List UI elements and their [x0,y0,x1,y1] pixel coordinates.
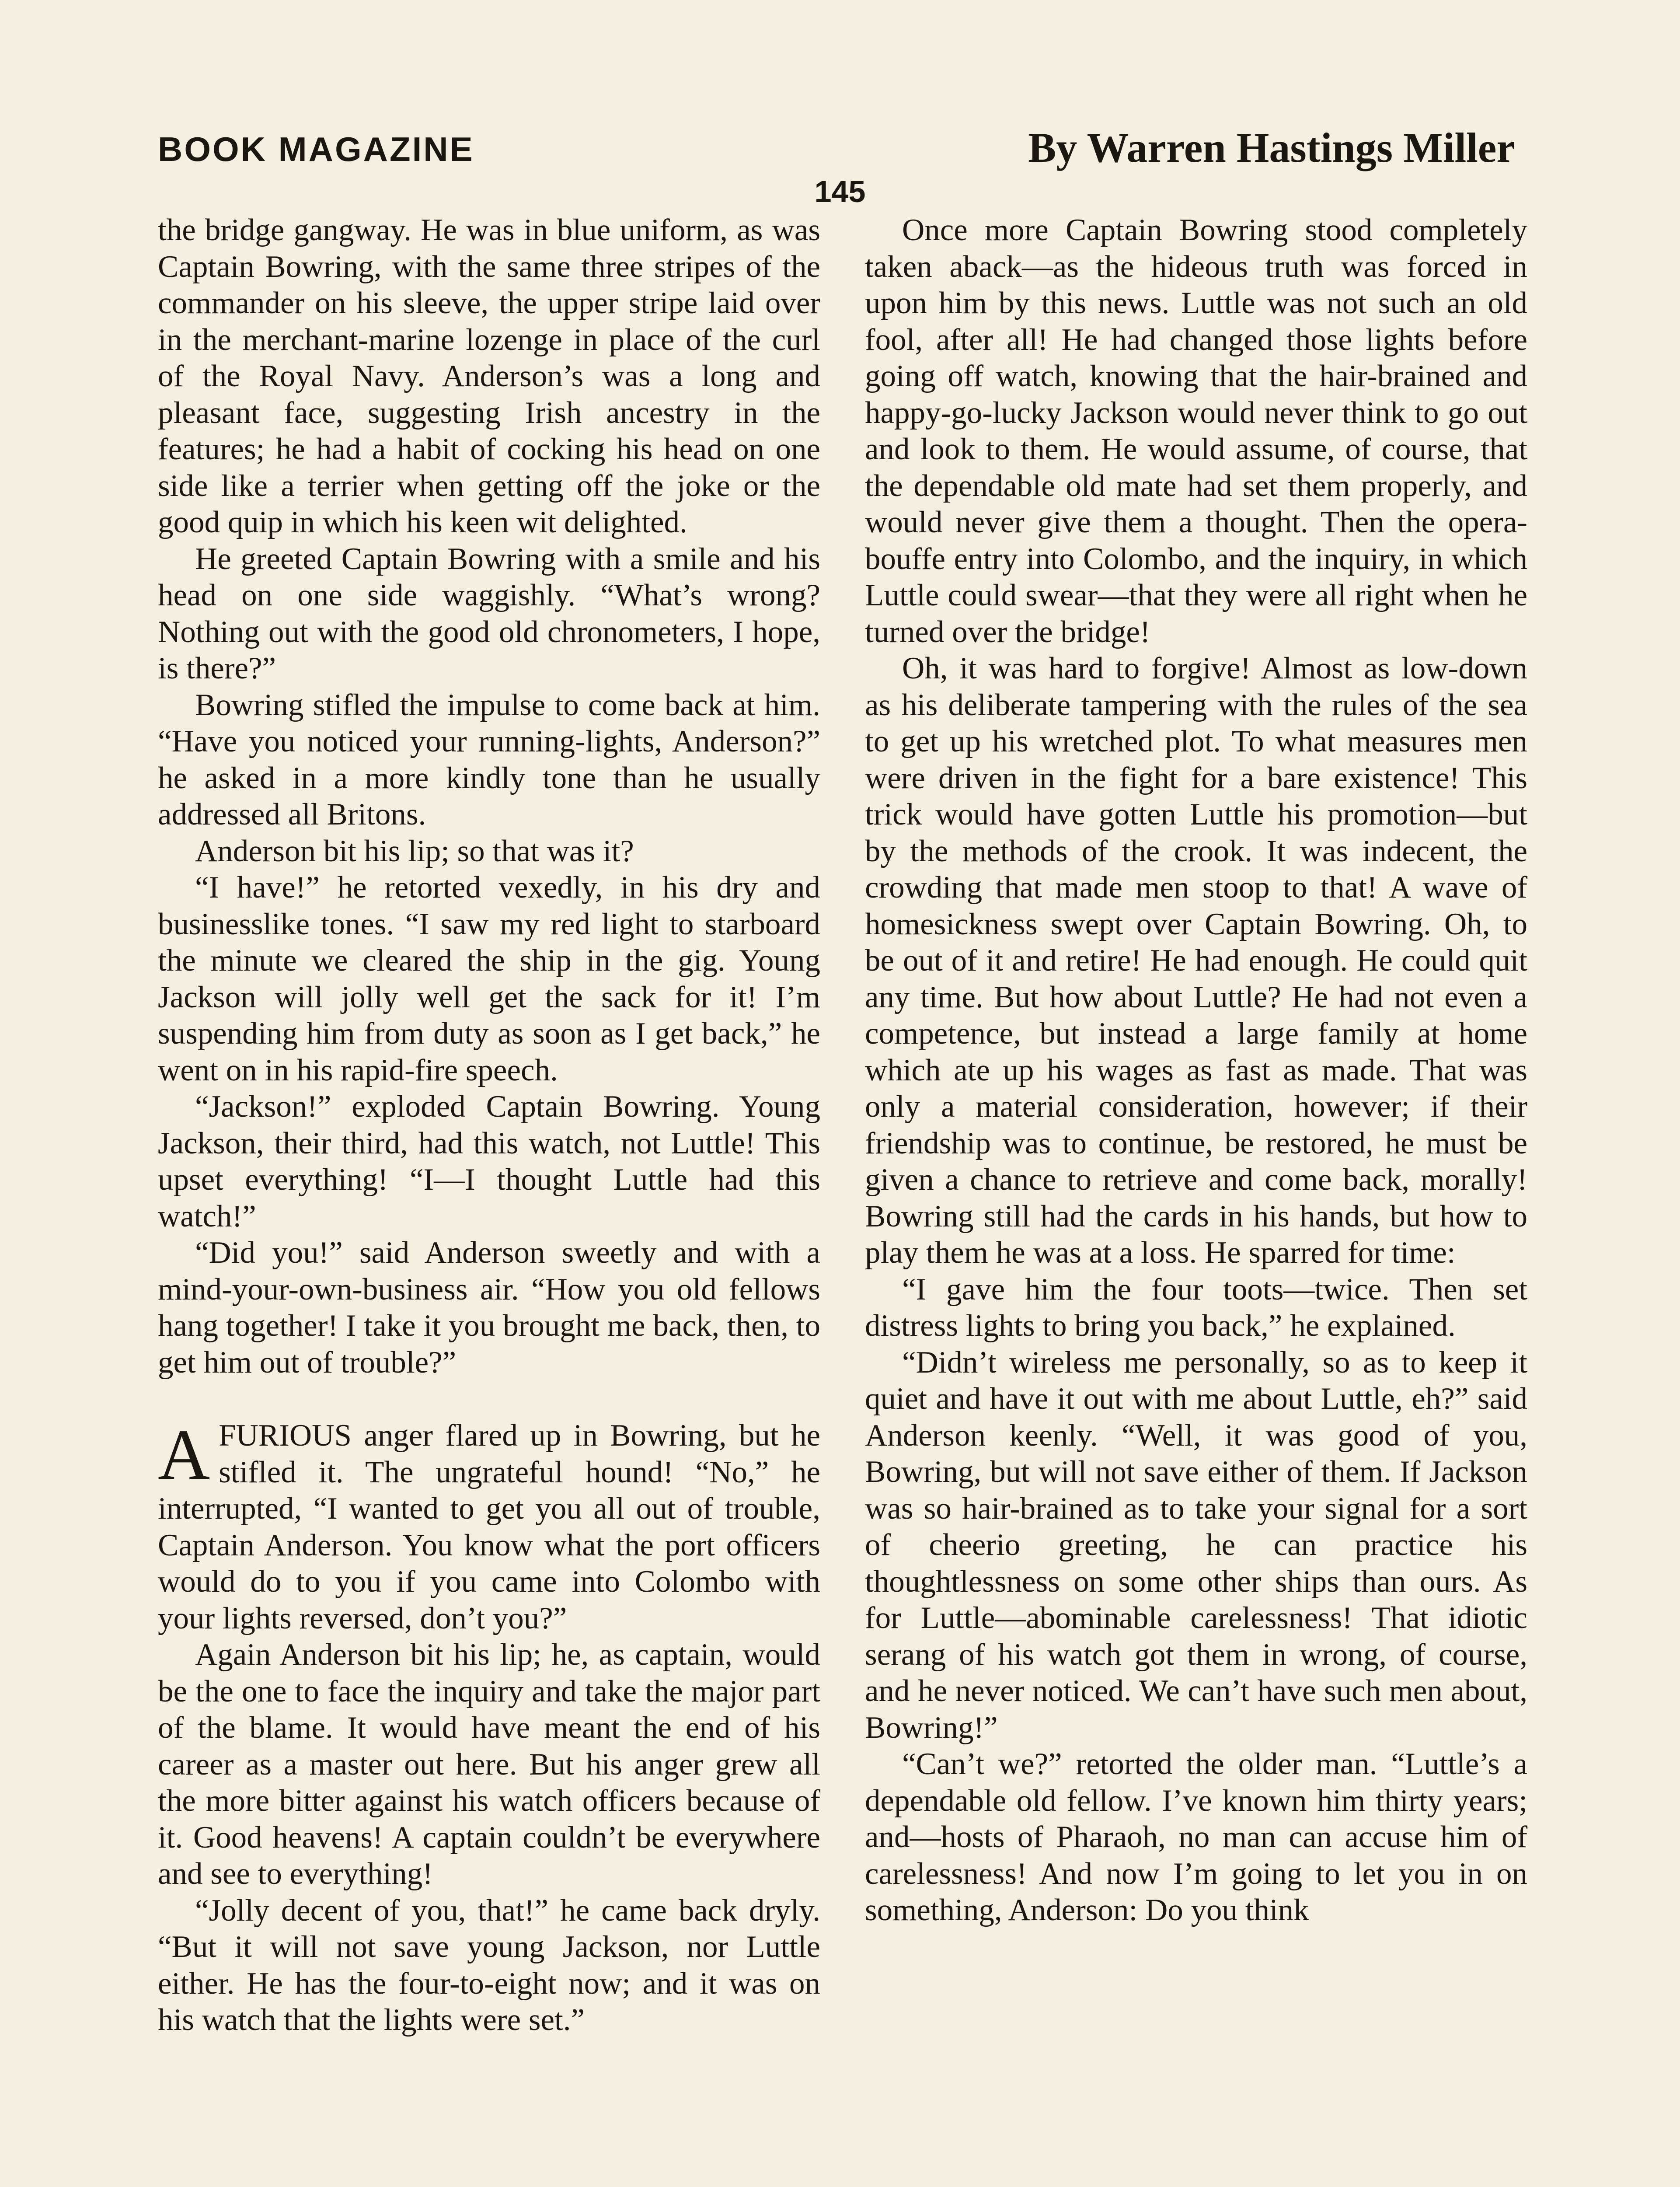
paragraph: Again Anderson bit his lip; he, as captain, would be the one to face the inquiry and take the major part of the blame. It would have meant the end of his career as a master out here. But his anger grew all the more bitter against his watch officers because of it. Good heavens! A captain couldn’t be everywhere and see to everything! [158,1638,820,1891]
paragraph: Oh, it was hard to forgive! Almost as low-down as his deliberate tampering with the rules of the sea to get up his wretched plot. To what measures men were driven in the fight for a bare existence! This trick would have gotten Luttle his promotion—but by the methods of the crook. It was indecent, the crowding that made men stoop to that! A wave of homesickness swept over Captain Bowring. Oh, to be out of it and retire! He had enough. He could quit any time. But how about Luttle? He had not even a competence, but instead a large family at home which ate up his wages as fast as made. That was only a material consideration, however; if their friendship was to continue, be restored, he must be given a chance to retrieve and come back, morally! Bowring still had the cards in his hands, but how to play them he was at a loss. He sparred for time: [865,651,1527,1270]
paragraph: “Can’t we?” retorted the older man. “Luttle’s a dependable old fellow. I’ve known him thirty years; and—hosts of Pharaoh, no man can accuse him of carelessness! And now I’m going to let you in on something, Anderson: Do you think [865,1747,1527,1927]
page-number: 145 [814,175,866,209]
paragraph: “Did you!” said Anderson sweetly and with a mind-your-own-business air. “How you old fellows hang together! I take it you brought me back, then, to get him out of trouble?” [158,1236,820,1380]
paragraph-text: FURIOUS anger flared up in Bowring, but he stifled it. The ungrateful hound! “No,” he interrupted, “I wanted to get you all out of trouble, Captain Anderson. You know what the port officers would do to you if you came into Colombo with your lights reversed, don’t you?” [158,1418,820,1635]
paragraph: “I gave him the four toots—twice. Then set distress lights to bring you back,” he explained. [865,1272,1527,1343]
paragraph: “Didn’t wireless me personally, so as to keep it quiet and have it out with me about Luttle, eh?” said Anderson keenly. “Well, it was good of you, Bowring, but will not save either of them. If Jackson was so hair-brained as to take your signal for a sort of cheerio greeting, he can practice his thoughtlessness on some other ships than ours. As for Luttle—abominable carelessness! That idiotic serang of his watch got them in wrong, of course, and he never noticed. We can’t have such men about, Bowring!” [865,1345,1527,1745]
left-column [158,212,820,2039]
paragraph: “I have!” he retorted vexedly, in his dry and businesslike tones. “I saw my red light to starboard the minute we cleared the ship in the gig. Young Jackson will jolly well get the sack for it! I’m suspending him from duty as soon as I get back,” he went on in his rapid-fire speech. [158,870,820,1087]
paragraph: He greeted Captain Bowring with a smile and his head on one side waggishly. “What’s wrong? Nothing out with the good old chronometers, I hope, is there?” [158,542,820,685]
paragraph: the bridge gangway. He was in blue uniform, as was Captain Bowring, with the same three stripes of the commander on his sleeve, the upper stripe laid over in the merchant-marine lozenge in place of the curl of the Royal Navy. Anderson’s was a long and pleasant face, suggesting Irish ancestry in the features; he had a habit of cocking his head on one side like a terrier when getting off the joke or the good quip in which his keen wit delighted. [158,213,820,539]
right-column [865,212,1527,1929]
magazine-title: BOOK MAGAZINE [158,130,474,168]
paragraph: Anderson bit his lip; so that was it? [195,834,634,868]
paragraph: Once more Captain Bowring stood completely taken aback—as the hideous truth was forced in upon him by this news. Luttle was not such an old fool, after all! He had changed those lights before going off watch, knowing that the hair-brained and happy-go-lucky Jackson would never think to go out and look to them. He would assume, of course, that the dependable old mate had set them properly, and would never give them a thought. Then the opera-bouffe entry into Colombo, and the inquiry, in which Luttle could swear—that they were all right when he turned over the bridge! [865,213,1527,649]
dropcap-paragraph [158,1415,820,1637]
drop-cap-letter: A [158,1415,210,1495]
paragraph: “Jackson!” exploded Captain Bowring. Young Jackson, their third, had this watch, not Luttle! This upset everything! “I—I thought Luttle had this watch!” [158,1090,820,1233]
paragraph: “Jolly decent of you, that!” he came back dryly. “But it will not save young Jackson, nor Luttle either. He has the four-to-eight now; and it was on his watch that the lights were set.” [158,1893,820,2037]
author-byline: By Warren Hastings Miller [1028,124,1515,171]
paragraph: Bowring stifled the impulse to come back at him. “Have you noticed your running-lights, Anderson?” he asked in a more kindly tone than he usually addressed all Britons. [158,688,820,831]
